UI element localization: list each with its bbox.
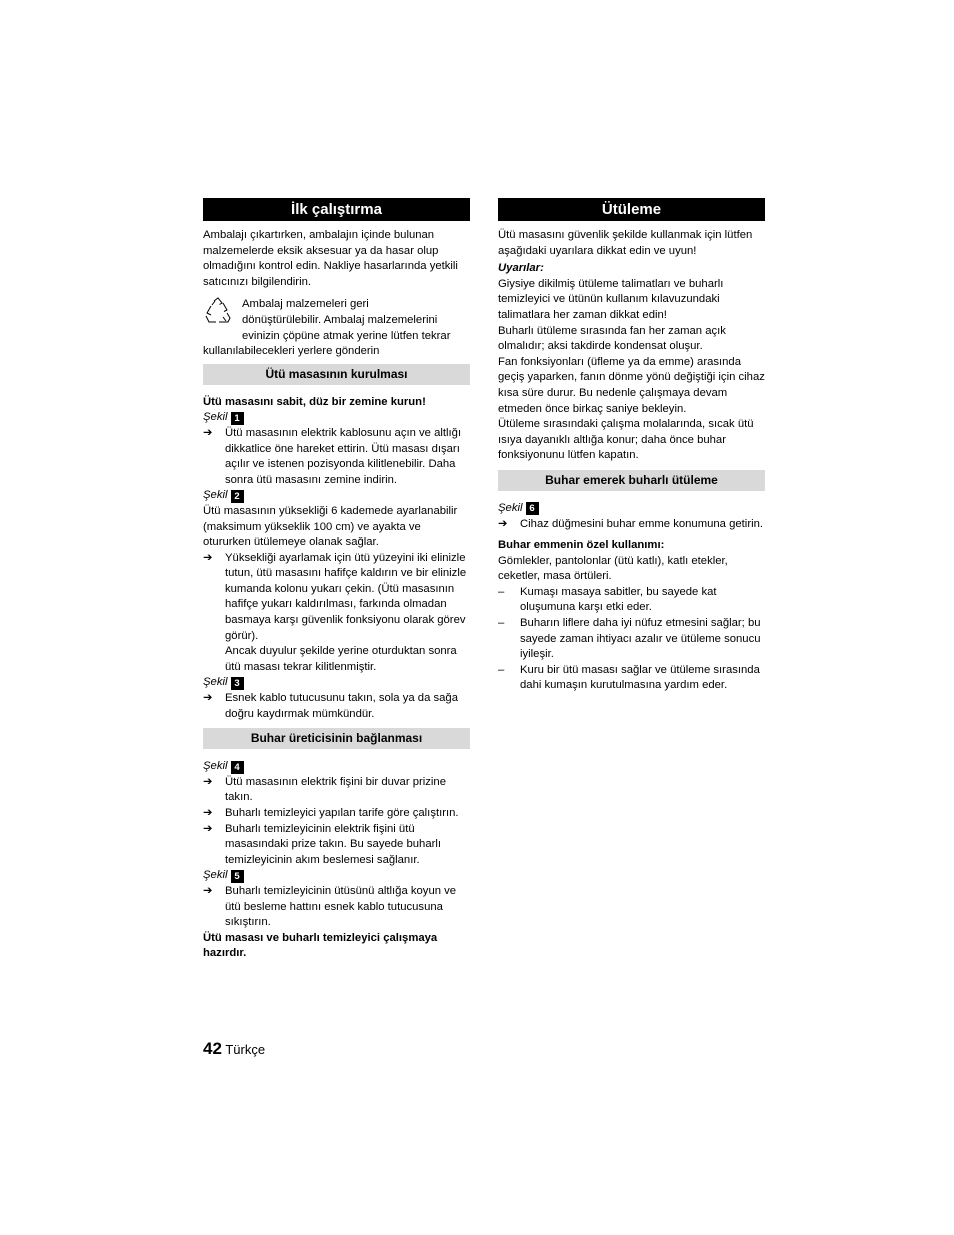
step-item: ➔ Ütü masasının elektrik kablosunu açın ve altlığı dikkatlice öne hareket ettirin. Ütü masası dışarı açılır ve istenen pozisyonda kilitlenebilir. Daha sonra ütü masasını zemine indirin.: [203, 426, 470, 488]
left-column: [203, 198, 470, 962]
figure-ref-1: Şekil 1: [203, 410, 470, 426]
recycle-line-1: Ambalaj malzemeleri geri: [242, 298, 369, 311]
warning-1: Giysiye dikilmiş ütüleme talimatları ve buharlı temizleyici ve ütünün kullanım kılavuzundaki talimatlara her zaman dikkat edin!: [498, 277, 724, 321]
arrow-icon: ➔: [203, 692, 213, 705]
footer-language: Türkçe: [225, 1042, 266, 1057]
recycle-icon: [203, 297, 233, 325]
page-number: 42: [203, 1039, 222, 1058]
step-item: ➔ Ütü masasının elektrik fişini bir duvar prizine takın.: [203, 775, 470, 806]
step-item: ➔ Buharlı temizleyicinin elektrik fişini ütü masasındaki prize takın. Bu sayede buharlı temizleyicinin akım beslemesi sağlanır.: [203, 822, 470, 869]
special-use-label: Buhar emmenin özel kullanımı:: [498, 539, 665, 552]
ironing-intro: Ütü masasını güvenlik şekilde kullanmak için lütfen aşağıdaki uyarılara dikkat edin ve uyun!: [498, 229, 753, 257]
warning-2: Buharlı ütüleme sırasında fan her zaman açık olmalıdır; aksi takdirde kondensat oluşur.: [498, 324, 726, 353]
warning-4: Ütüleme sırasındaki çalışma molalarında, sıcak ütü ısıya dayanıklı altlığa konur; daha önce buhar fonksiyonunu lütfen kapatın.: [498, 418, 754, 462]
figure-ref-5: Şekil 5: [203, 868, 470, 884]
figure-ref-4: Şekil 4: [203, 759, 470, 775]
step-item: ➔ Buharlı temizleyici yapılan tarife göre çalıştırın.: [203, 806, 470, 822]
recycle-line-4: kullanılabilecekleri yerlere gönderin: [203, 345, 380, 358]
dash-item: – Kumaşı masaya sabitler, bu sayede kat oluşumuna karşı etki eder.: [498, 585, 717, 614]
arrow-icon: ➔: [203, 807, 213, 819]
dash-item: – Kuru bir ütü masası sağlar ve ütüleme sırasında dahi kumaşın kurutulmasına yardım eder.: [498, 663, 760, 692]
step-item: ➔ Yüksekliği ayarlamak için ütü yüzeyini iki elinizle tutun, ütü masasını hafifçe kaldırın ve bir elinizle kumanda kolonu yukarı çekin. (Ütü masasının hafifçe yukarı kaldırılması, farkında olmadan basmaya karşı güvenlik fonksiyonu olarak görev görür).: [203, 551, 470, 645]
dash-item: – Buharın liflere daha iyi nüfuz etmesini sağlar; bu sayede zaman ihtiyacı azalır ve ütüleme sonucu iyileşir.: [498, 617, 761, 661]
section-title-first-operation: İlk çalıştırma: [203, 198, 470, 221]
right-column: [498, 198, 765, 694]
ready-note: Ütü masası ve buharlı temizleyici çalışmaya hazırdır.: [203, 931, 438, 960]
step-item: ➔ Esnek kablo tutucusunu takın, sola ya da sağa doğru kaydırmak mümkündür.: [203, 691, 470, 722]
arrow-icon: ➔: [203, 884, 213, 897]
recycle-line-2: dönüştürülebilir. Ambalaj malzemelerini: [242, 313, 438, 326]
section-title-steam-connection: Buhar üreticisinin bağlanması: [203, 728, 470, 749]
warnings-label: Uyarılar:: [498, 262, 544, 275]
setup-warning: Ütü masasını sabit, düz bir zemine kurun!: [203, 395, 426, 408]
warning-3: Fan fonksiyonları (üfleme ya da emme) arasında geçiş yaparken, fanın dönme yönü değiştiği için cihaz kısa süre durur. Bu nedenle çalışmaya devam etmeden önce birkaç saniye bekleyin.: [498, 355, 765, 415]
section-title-steam-suction: Buhar emerek buharlı ütüleme: [498, 470, 765, 491]
recycle-note: [203, 297, 470, 359]
arrow-icon: ➔: [203, 551, 213, 564]
recycle-line-3: evinizin çöpüne atmak yerine lütfen tekrar: [242, 329, 451, 342]
special-use-text: Gömlekler, pantolonlar (ütü katlı), katlı etekler, ceketler, masa örtüleri.: [498, 554, 728, 583]
section-title-setup: Ütü masasının kurulması: [203, 364, 470, 385]
arrow-icon: ➔: [203, 822, 213, 835]
arrow-icon: ➔: [203, 426, 213, 439]
arrow-icon: ➔: [203, 775, 213, 788]
arrow-icon: ➔: [498, 517, 508, 530]
step-item: ➔ Buharlı temizleyicinin ütüsünü altlığa koyun ve ütü besleme hattını esnek kablo tutucusuna sıkıştırın.: [203, 884, 470, 931]
step-item: ➔ Cihaz düğmesini buhar emme konumuna getirin.: [498, 517, 765, 533]
section-title-ironing: Ütüleme: [498, 198, 765, 221]
step-note: Ancak duyulur şekilde yerine oturduktan sonra ütü masası tekrar kilitlenmiştir.: [225, 645, 457, 673]
figure-ref-3: Şekil 3: [203, 675, 470, 691]
height-text: Ütü masasının yüksekliği 6 kademede ayarlanabilir (maksimum yükseklik 100 cm) ve ayakta ve otururken ütülemeye olanak sağlar.: [203, 504, 458, 549]
page-footer: [203, 1039, 265, 1059]
figure-ref-2: Şekil 2: [203, 488, 470, 504]
figure-ref-6: Şekil 6: [498, 501, 765, 517]
intro-text: Ambalajı çıkartırken, ambalajın içinde bulunan malzemelerde eksik aksesuar ya da hasar olup olmadığını kontrol edin. Nakliye hasarlarında yetkili satıcınızı bilgilendirin.: [203, 229, 458, 288]
